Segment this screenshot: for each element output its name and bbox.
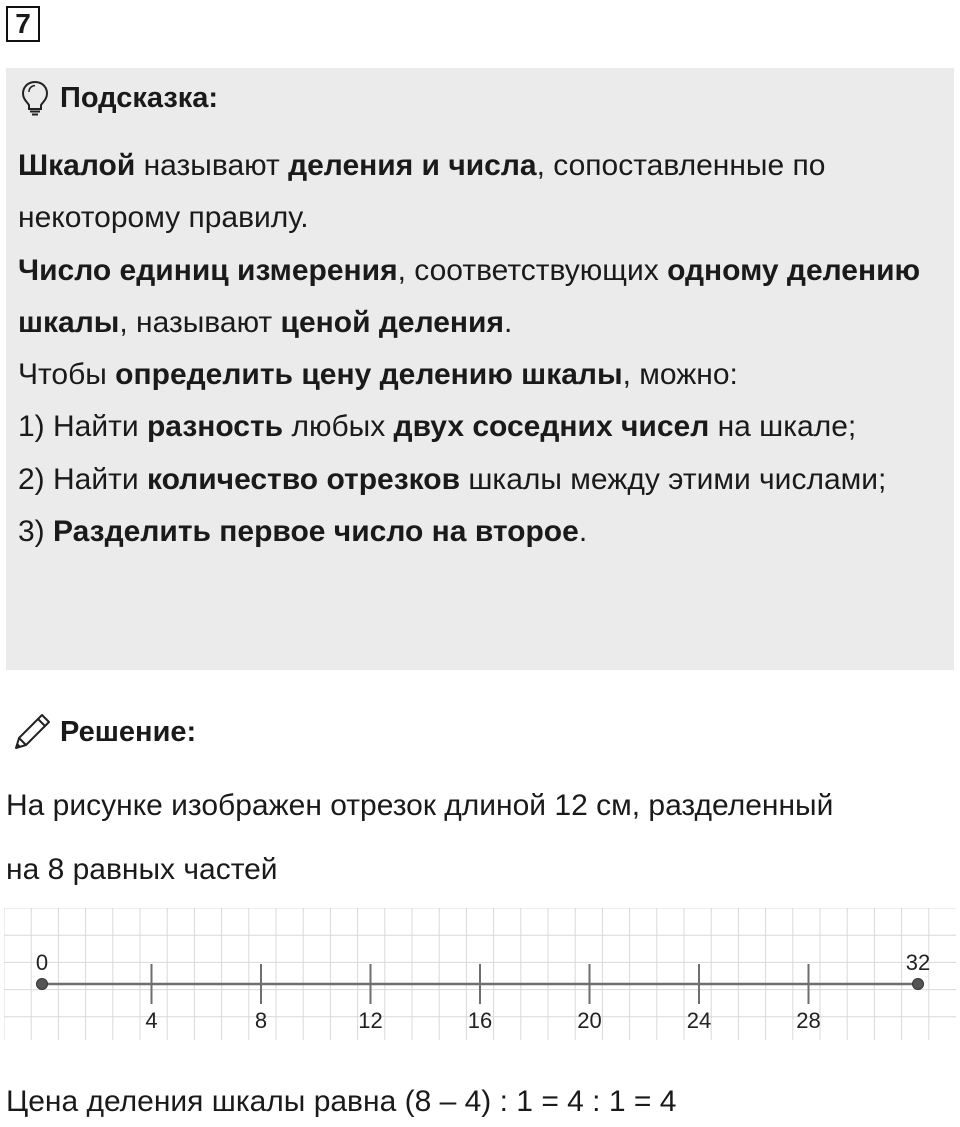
scale-label: 8 (254, 1008, 268, 1033)
solution-line-1: На рисунке изображен отрезок длиной 12 см, разделенный (6, 789, 834, 822)
hint-run: 1) Найти (18, 410, 147, 444)
hint-run: , называют (119, 305, 281, 339)
pencil-icon (10, 710, 54, 754)
scale-label: 24 (686, 1008, 712, 1033)
hint-paragraph-4 (18, 401, 938, 453)
hint-run: шкалы между этими числами; (460, 462, 887, 496)
hint-run: Шкалой (18, 149, 136, 182)
hint-run: двух соседних чисел (393, 410, 710, 444)
scale-label: 20 (577, 1008, 602, 1033)
scale-label: 16 (467, 1008, 493, 1033)
scale-label: 12 (358, 1008, 383, 1033)
hint-paragraph-3 (18, 349, 938, 401)
hint-run: ценой деления (280, 305, 504, 339)
hint-box (6, 68, 954, 670)
hint-run: , можно: (622, 358, 738, 392)
hint-run: количество отрезков (146, 462, 461, 496)
hint-run: . (578, 515, 588, 549)
hint-run: 2) Найти (18, 462, 147, 496)
hint-run: деления и числа (288, 149, 537, 182)
hint-run: любых (283, 410, 394, 444)
hint-run: разность (146, 410, 284, 444)
solution-title: Решение: (60, 715, 197, 748)
scale-label: 4 (145, 1008, 158, 1033)
solution-header (10, 710, 196, 754)
hint-paragraph-2 (18, 245, 938, 350)
hint-run: называют (135, 149, 289, 182)
hint-run: определить цену делению шкалы (115, 358, 623, 392)
hint-run: Чтобы (18, 358, 116, 392)
scale-figure (4, 908, 956, 1040)
hint-run: , соответствующих (397, 253, 668, 287)
scale-label: 32 (905, 950, 931, 975)
scale-label: 28 (796, 1008, 821, 1033)
scale-label: 0 (35, 950, 49, 975)
hint-paragraph-6 (18, 506, 938, 558)
hint-paragraph-1 (18, 140, 938, 245)
hint-run: Число единиц измерения (18, 253, 398, 287)
solution-text (6, 774, 956, 902)
hint-header (20, 80, 218, 116)
scale-endpoint (913, 979, 924, 990)
hint-run: 3) (18, 515, 54, 549)
hint-text (18, 140, 938, 558)
hint-run: на шкале; (709, 410, 857, 444)
hint-paragraph-5 (18, 454, 938, 506)
scale-endpoint (37, 979, 48, 990)
hint-run: одному делению шкалы (18, 253, 921, 339)
hint-title: Подсказка: (60, 81, 219, 114)
task-number: 7 (6, 6, 40, 42)
lightbulb-icon (20, 80, 50, 116)
answer-text: Цена деления шкалы равна (8 – 4) : 1 = 4 : 1 = 4 (6, 1085, 677, 1118)
solution-line-2: на 8 равных частей (6, 853, 278, 886)
scale-svg (4, 908, 956, 1040)
hint-run: . (504, 305, 513, 339)
hint-run: , сопоставленные по некоторому правилу. (18, 149, 826, 235)
hint-run: Разделить первое число на второе (53, 515, 579, 549)
